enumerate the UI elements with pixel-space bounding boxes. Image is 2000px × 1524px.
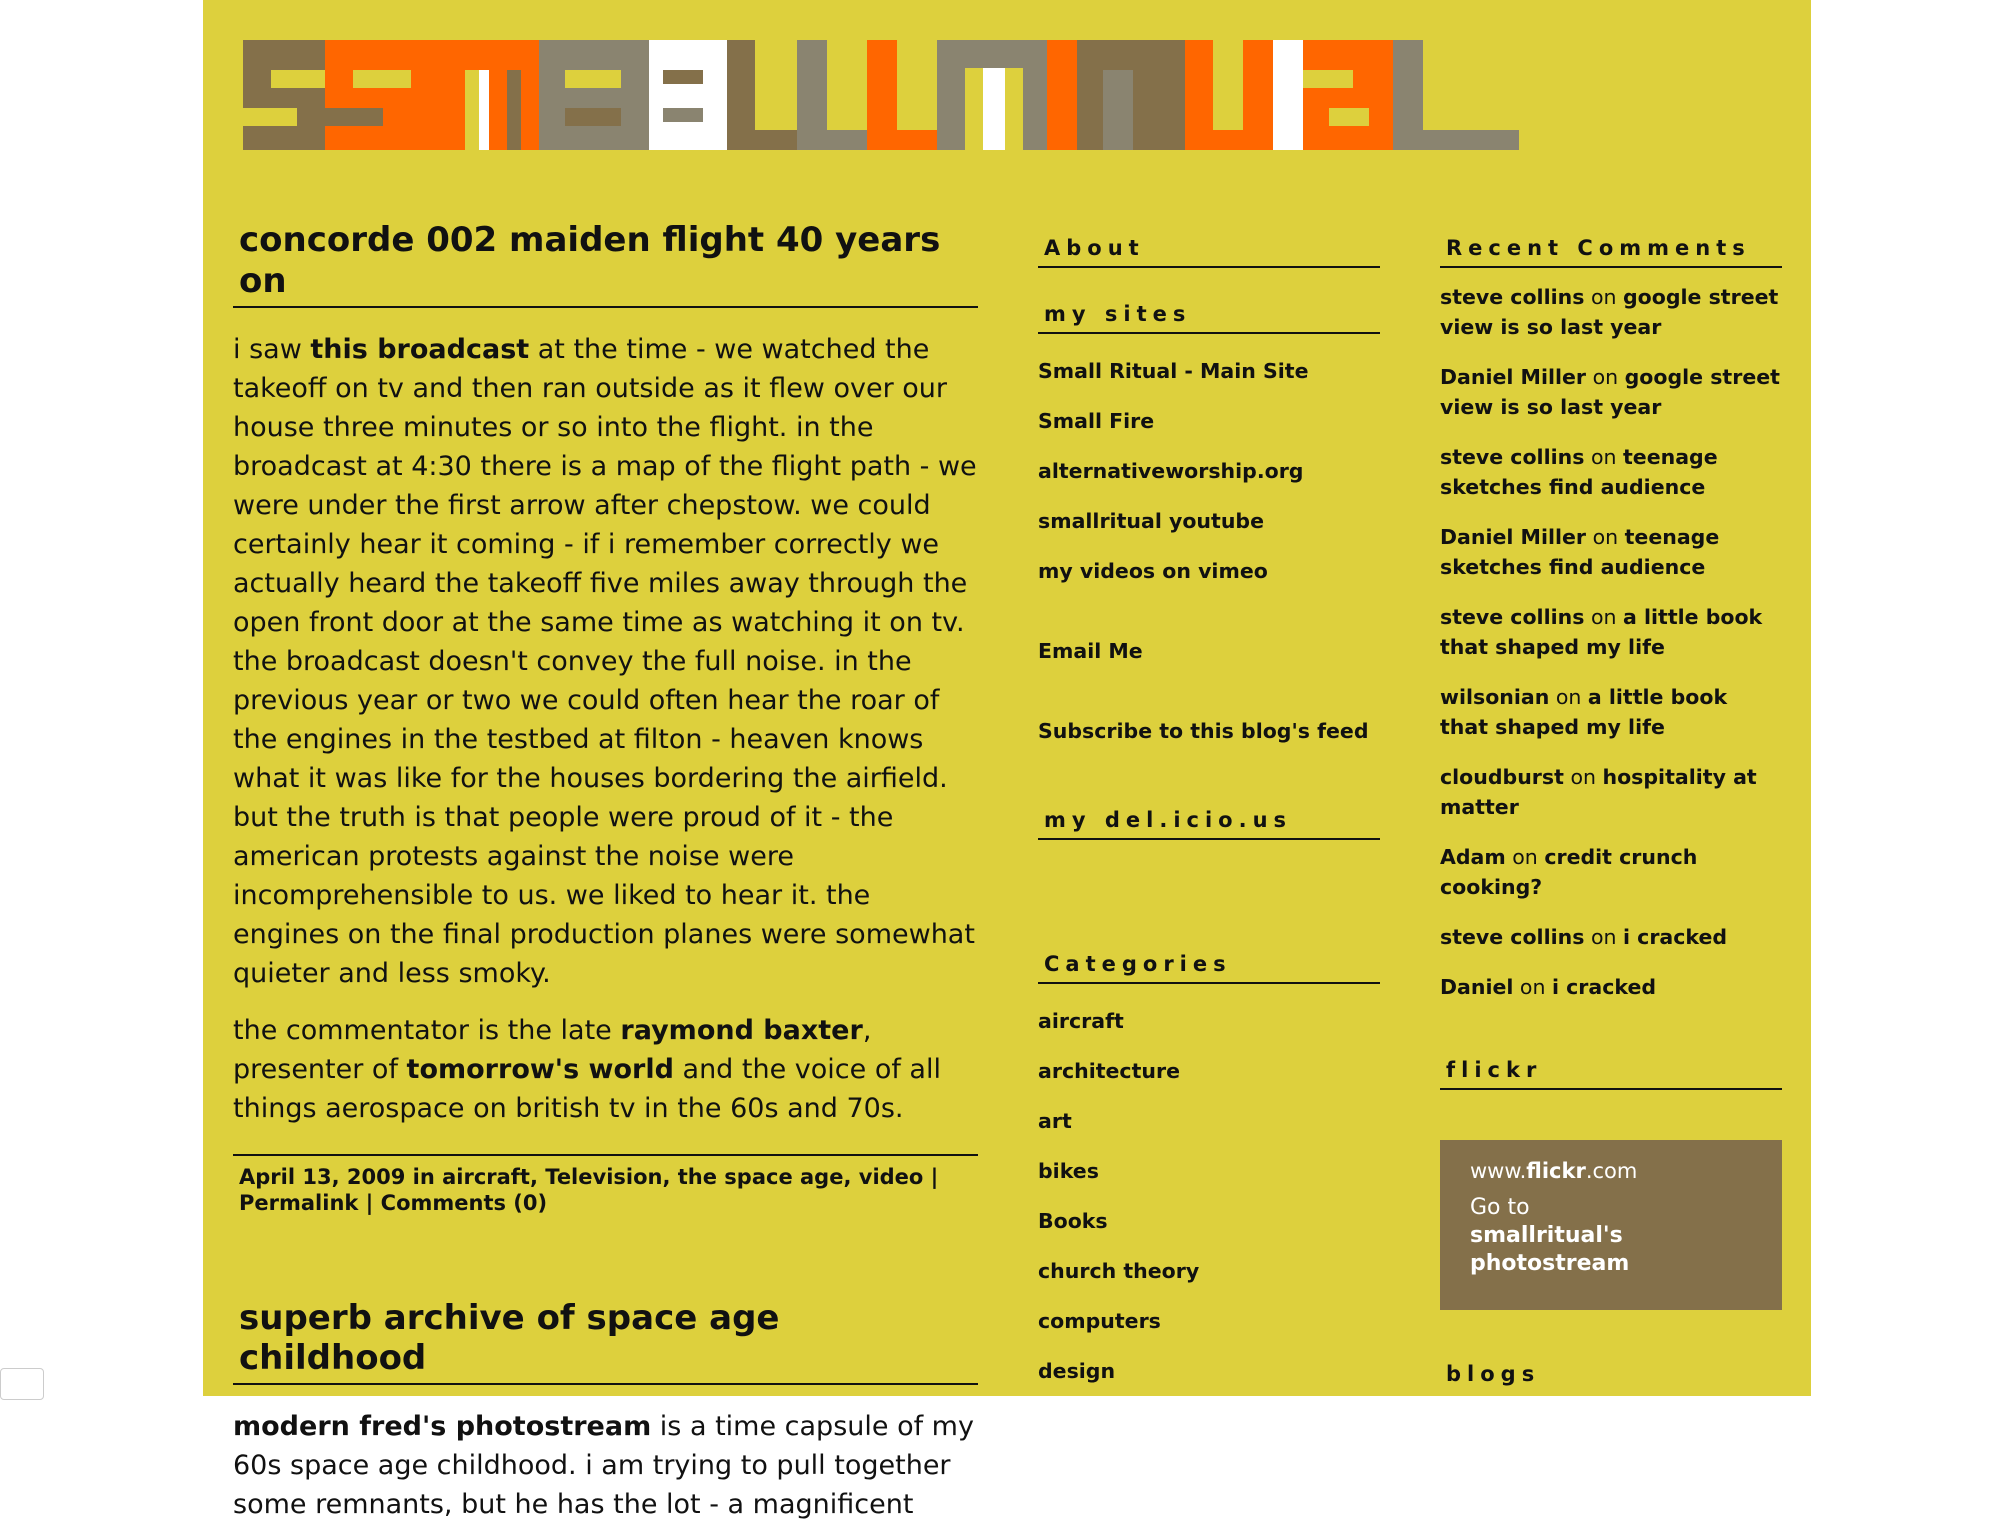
comment-post-link[interactable]: a little book that shaped my life (1440, 605, 1763, 659)
subscribe-feed-link[interactable]: Subscribe to this blog's feed (1038, 719, 1369, 743)
category-link[interactable]: church theory (1038, 1259, 1200, 1283)
post-paragraph (233, 1407, 978, 1524)
comment-author-link[interactable]: steve collins (1440, 925, 1585, 949)
sidebar-middle (1038, 236, 1380, 1384)
raymond-baxter-link[interactable]: raymond baxter (620, 1014, 863, 1046)
my-site-link[interactable]: Small Fire (1038, 409, 1155, 433)
comment-post-link[interactable]: i cracked (1551, 975, 1657, 999)
on-word: on (1513, 975, 1552, 999)
about-heading[interactable]: About (1038, 236, 1380, 268)
on-word: on (1586, 365, 1625, 389)
on-word: on (1584, 285, 1623, 309)
post-text: , presenter of (233, 1014, 872, 1085)
flickr-goto-text: Go to (1470, 1195, 1530, 1220)
site-banner-logo[interactable] (243, 34, 1583, 150)
post-date: April 13, 2009 (239, 1164, 406, 1189)
this-broadcast-link[interactable]: this broadcast (310, 333, 530, 365)
recent-comment (1440, 842, 1782, 902)
flickr-url-suffix: .com (1585, 1159, 1638, 1183)
comment-post-link[interactable]: teenage sketches find audience (1440, 525, 1720, 579)
post-text: at the time - we watched the takeoff on tv and then ran outside as it flew over our house three minutes or so into the flight. in the broadcast at 4:30 there is a map of the flight path - we were under the first arrow after chepstow. we could certainly hear it coming - if i remember correctly we actually heard the takeoff five miles away through the open front door at the same time as watching it on tv. the broadcast doesn't convey the full noise. in the previous year or two we could often hear the roar of the engines in the testbed at filton - heaven knows what it was like for the houses bordering the airfield. but the truth is that people were proud of it - the american protests against the noise were incomprehensible to us. we liked to hear it. the engines on the final production planes were somewhat quieter and less smoky. (233, 333, 977, 989)
comment-author-link[interactable]: steve collins (1440, 605, 1585, 629)
comment-post-link[interactable]: google street view is so last year (1440, 365, 1780, 419)
comment-post-link[interactable]: i cracked (1623, 925, 1728, 949)
comment-post-link[interactable]: a little book that shaped my life (1440, 685, 1728, 739)
comments-link[interactable]: Comments (0) (380, 1190, 548, 1215)
footer-text: in (405, 1164, 443, 1189)
comment-author-link[interactable]: Daniel Miller (1440, 365, 1587, 389)
category-link[interactable]: architecture (1038, 1059, 1180, 1083)
post-text: the commentator is the late (233, 1014, 621, 1046)
post-title[interactable]: superb archive of space age childhood (233, 1298, 978, 1386)
flickr-url-prefix: www. (1470, 1159, 1527, 1183)
page (203, 0, 1811, 1521)
flickr-url[interactable] (1470, 1158, 1752, 1184)
category-link[interactable]: art (1038, 1109, 1072, 1133)
post-footer (233, 1154, 978, 1216)
my-sites-heading: my sites (1038, 302, 1380, 334)
my-site-link[interactable]: alternativeworship.org (1038, 459, 1304, 483)
footer-text: , (843, 1164, 859, 1189)
post-text: is a time capsule of my 60s space age childhood. i am trying to pull together some remnants, but he has the lot - a magnificent (233, 1411, 974, 1521)
on-word: on (1505, 845, 1545, 869)
category-link[interactable]: design (1038, 1359, 1116, 1383)
my-site-link[interactable]: my videos on vimeo (1038, 559, 1268, 583)
comment-author-link[interactable]: steve collins (1440, 285, 1585, 309)
scroll-control[interactable] (0, 1368, 44, 1400)
recent-comment (1440, 762, 1782, 822)
categories-list (1038, 1008, 1380, 1384)
comment-author-link[interactable]: Daniel Miller (1440, 525, 1587, 549)
category-link[interactable]: aircraft (1038, 1009, 1124, 1033)
recent-comment (1440, 442, 1782, 502)
footer-separator: | (923, 1164, 939, 1189)
comment-author-link[interactable]: wilsonian (1440, 685, 1550, 709)
flickr-photostream-link[interactable]: smallritual's photostream (1470, 1223, 1630, 1276)
sidebar-right (1440, 236, 1782, 1392)
comment-post-link[interactable]: hospitality at matter (1440, 765, 1757, 819)
email-block (1038, 638, 1380, 664)
on-word: on (1584, 445, 1623, 469)
recent-comment (1440, 972, 1782, 1002)
on-word: on (1586, 525, 1625, 549)
category-link[interactable]: bikes (1038, 1159, 1099, 1183)
post-text: i saw (233, 333, 311, 365)
category-link[interactable]: computers (1038, 1309, 1161, 1333)
comment-post-link[interactable]: credit crunch cooking? (1440, 845, 1698, 899)
permalink-link[interactable]: Permalink (239, 1190, 359, 1215)
recent-comment (1440, 362, 1782, 422)
blog-post (233, 1298, 978, 1524)
recent-comment (1440, 282, 1782, 342)
on-word: on (1563, 765, 1603, 789)
recent-comment (1440, 602, 1782, 662)
my-site-link[interactable]: Small Ritual - Main Site (1038, 359, 1309, 383)
post-body (233, 330, 978, 1128)
on-word: on (1584, 925, 1623, 949)
comment-author-link[interactable]: steve collins (1440, 445, 1585, 469)
my-site-link[interactable]: smallritual youtube (1038, 509, 1264, 533)
flickr-heading: flickr (1440, 1058, 1782, 1090)
footer-text: , (662, 1164, 678, 1189)
blogs-heading: blogs (1446, 1362, 1541, 1386)
delicious-heading: my del.icio.us (1038, 808, 1380, 840)
post-paragraph (233, 1011, 978, 1128)
on-word: on (1584, 605, 1623, 629)
post-paragraph (233, 330, 978, 993)
comment-author-link[interactable]: Daniel (1440, 975, 1514, 999)
my-sites-list (1038, 358, 1380, 584)
comment-post-link[interactable]: teenage sketches find audience (1440, 445, 1718, 499)
comment-author-link[interactable]: cloudburst (1440, 765, 1564, 789)
category-link-television[interactable]: Television (545, 1164, 663, 1189)
recent-comment (1440, 922, 1782, 952)
on-word: on (1549, 685, 1588, 709)
category-link-aircraft[interactable]: aircraft (442, 1164, 530, 1189)
post-title[interactable]: concorde 002 maiden flight 40 years on (233, 220, 978, 308)
category-link[interactable]: Books (1038, 1209, 1108, 1233)
main-column (233, 220, 978, 1524)
blog-post (233, 220, 978, 1216)
footer-separator: | (358, 1190, 381, 1215)
recent-comments-heading: Recent Comments (1440, 236, 1782, 268)
comment-post-link[interactable]: google street view is so last year (1440, 285, 1779, 339)
subscribe-block (1038, 718, 1380, 744)
flickr-badge[interactable] (1440, 1140, 1782, 1310)
modern-freds-photostream-link[interactable]: modern fred's photostream (233, 1411, 652, 1443)
recent-comment (1440, 522, 1782, 582)
post-text: and the voice of all things aerospace on british tv in the 60s and 70s. (233, 1053, 941, 1124)
flickr-url-brand: flickr (1526, 1159, 1586, 1183)
post-body (233, 1407, 978, 1524)
comment-author-link[interactable]: Adam (1440, 845, 1506, 869)
banner-graphic (243, 34, 1583, 150)
recent-comment (1440, 682, 1782, 742)
footer-text: , (529, 1164, 546, 1189)
recent-comments-list (1440, 282, 1782, 1002)
tomorrows-world-link[interactable]: tomorrow's world (406, 1053, 674, 1085)
categories-heading: Categories (1038, 952, 1380, 984)
category-link-video[interactable]: video (858, 1164, 924, 1189)
category-link-space-age[interactable]: the space age (677, 1164, 844, 1189)
email-me-link[interactable]: Email Me (1038, 639, 1143, 663)
